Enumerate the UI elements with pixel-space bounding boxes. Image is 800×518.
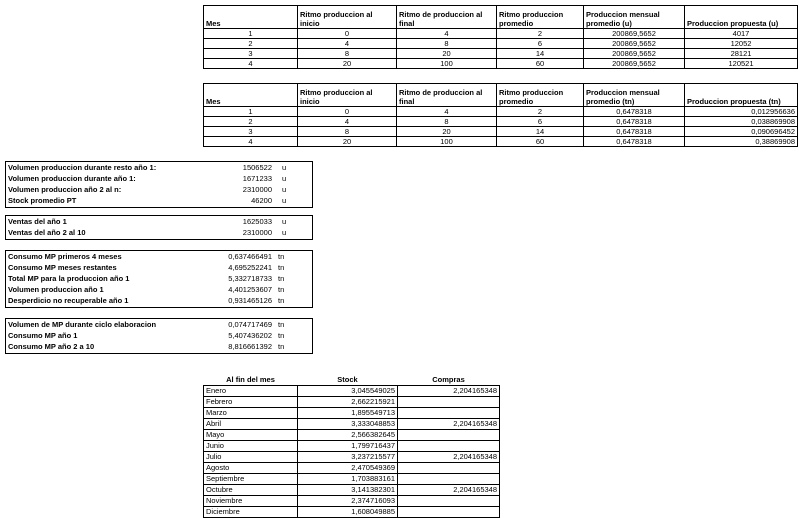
cell: 0,090696452 [685,127,798,137]
row-value: 4,695252241 [228,263,272,272]
purchase-cell: 2,204165348 [398,419,500,430]
month-cell: Enero [204,386,298,397]
cell: 60 [497,137,584,147]
row-value: 0,637466491 [228,252,272,261]
table-row [204,496,500,507]
month-cell: Junio [204,441,298,452]
cell: 3 [204,49,298,59]
cell: 8 [298,49,397,59]
header-cell: Mes [204,84,298,107]
table-row [204,49,798,59]
row-value: 4,401253607 [228,285,272,294]
row-unit: u [282,217,287,226]
cell: 8 [397,39,497,49]
purchase-cell: 2,204165348 [398,485,500,496]
row-label: Desperdicio no recuperable año 1 [8,296,129,305]
summary-row [6,319,312,330]
cell: 0,012956636 [685,107,798,117]
row-value: 1625033 [242,217,272,226]
row-label: Volumen de MP durante ciclo elaboracion [8,320,157,329]
row-value: 2310000 [242,185,272,194]
row-unit: tn [278,320,285,329]
cell: 200869,5652 [584,49,685,59]
summary-row [6,330,312,341]
purchase-cell [398,408,500,419]
cell: 0,6478318 [584,107,685,117]
purchase-cell [398,474,500,485]
summary-row [6,227,312,238]
row-value: 46200 [251,196,272,205]
table-row [204,408,500,419]
stock-cell: 3,333048853 [298,419,398,430]
cell: 4 [298,117,397,127]
header-cell: Ritmo de produccion al final [397,6,497,29]
table-header-row [204,6,798,29]
header-cell: Produccion mensual promedio (tn) [584,84,685,107]
table-row [204,29,798,39]
cell: 200869,5652 [584,29,685,39]
cell: 28121 [685,49,798,59]
row-unit: u [282,196,287,205]
row-value: 5,332718733 [228,274,272,283]
purchase-cell: 2,204165348 [398,386,500,397]
cell: 8 [397,117,497,127]
stock-cell: 1,895549713 [298,408,398,419]
row-label: Volumen produccion durante año 1: [8,174,136,183]
cell: 4 [204,59,298,69]
table-row [204,485,500,496]
cell: 4 [298,39,397,49]
header-cell: Ritmo produccion promedio [497,84,584,107]
cell: 200869,5652 [584,39,685,49]
stock-cell: 3,237215577 [298,452,398,463]
row-label: Consumo MP año 2 a 10 [8,342,95,351]
cell: 100 [397,59,497,69]
row-value: 1506522 [242,163,272,172]
summary-row [6,173,312,184]
summary-row [6,162,312,173]
table-row [204,59,798,69]
table-header-row [204,84,798,107]
cell: 14 [497,127,584,137]
month-cell: Diciembre [204,507,298,518]
production-volume-box [5,161,313,208]
cell: 20 [397,127,497,137]
production-units-table [203,5,798,69]
stock-cell: 1,608049885 [298,507,398,518]
summary-row [6,195,312,206]
cell: 0,38869908 [685,137,798,147]
row-unit: tn [278,252,285,261]
cell: 100 [397,137,497,147]
stock-cell: 3,141382301 [298,485,398,496]
row-label: Volumen produccion año 2 al n: [8,185,122,194]
stock-cell: 2,470549369 [298,463,398,474]
purchase-cell: 2,204165348 [398,452,500,463]
table-row [204,127,798,137]
production-tonnes-table [203,83,798,147]
row-label: Consumo MP año 1 [8,331,78,340]
cell: 0 [298,29,397,39]
row-label: Consumo MP meses restantes [8,263,117,272]
row-unit: u [282,163,287,172]
header-cell: Compras [398,375,500,386]
summary-row [6,184,312,195]
cell: 2 [204,117,298,127]
cell: 120521 [685,59,798,69]
row-label: Stock promedio PT [8,196,77,205]
sales-box [5,215,313,240]
cell: 0,6478318 [584,117,685,127]
month-cell: Julio [204,452,298,463]
summary-row [6,295,312,306]
month-cell: Marzo [204,408,298,419]
month-cell: Septiembre [204,474,298,485]
table-row [204,397,500,408]
cell: 200869,5652 [584,59,685,69]
row-value: 8,816661392 [228,342,272,351]
raw-material-cycle-box [5,318,313,354]
cell: 6 [497,117,584,127]
row-unit: u [282,185,287,194]
cell: 2 [497,29,584,39]
row-unit: u [282,174,287,183]
stock-cell: 2,374716093 [298,496,398,507]
row-unit: tn [278,331,285,340]
table-row [204,117,798,127]
header-cell: Ritmo produccion promedio [497,6,584,29]
monthly-stock-table [203,375,500,518]
cell: 1 [204,29,298,39]
row-unit: tn [278,296,285,305]
header-cell: Ritmo de produccion al final [397,84,497,107]
cell: 3 [204,127,298,137]
cell: 4017 [685,29,798,39]
row-label: Ventas del año 1 [8,217,67,226]
raw-material-consumption-box [5,250,313,308]
table-row [204,441,500,452]
purchase-cell [398,441,500,452]
cell: 0,6478318 [584,137,685,147]
table-header-row [204,375,500,386]
cell: 1 [204,107,298,117]
header-cell: Produccion propuesta (u) [685,6,798,29]
summary-row [6,284,312,295]
cell: 20 [298,137,397,147]
table-row [204,39,798,49]
summary-row [6,262,312,273]
month-cell: Agosto [204,463,298,474]
table-row [204,419,500,430]
row-label: Ventas del año 2 al 10 [8,228,86,237]
cell: 2 [204,39,298,49]
table-row [204,430,500,441]
header-cell: Produccion propuesta (tn) [685,84,798,107]
month-cell: Mayo [204,430,298,441]
stock-cell: 1,703883161 [298,474,398,485]
header-cell: Al fin del mes [204,375,298,386]
table-row [204,474,500,485]
cell: 8 [298,127,397,137]
row-value: 1671233 [242,174,272,183]
row-unit: tn [278,285,285,294]
summary-row [6,216,312,227]
table-row [204,386,500,397]
cell: 4 [397,29,497,39]
row-label: Consumo MP primeros 4 meses [8,252,122,261]
purchase-cell [398,397,500,408]
row-label: Total MP para la produccion año 1 [8,274,130,283]
cell: 2 [497,107,584,117]
stock-cell: 2,566382645 [298,430,398,441]
cell: 20 [298,59,397,69]
month-cell: Octubre [204,485,298,496]
table-row [204,452,500,463]
row-value: 0,074717469 [228,320,272,329]
row-unit: u [282,228,287,237]
purchase-cell [398,507,500,518]
table-row [204,107,798,117]
cell: 20 [397,49,497,59]
cell: 4 [397,107,497,117]
row-unit: tn [278,274,285,283]
purchase-cell [398,463,500,474]
stock-cell: 3,045549025 [298,386,398,397]
header-cell: Ritmo produccion al inicio [298,84,397,107]
row-label: Volumen produccion año 1 [8,285,104,294]
row-unit: tn [278,342,285,351]
header-cell: Produccion mensual promedio (u) [584,6,685,29]
row-label: Volumen produccion durante resto año 1: [8,163,157,172]
purchase-cell [398,496,500,507]
row-value: 2310000 [242,228,272,237]
cell: 0,6478318 [584,127,685,137]
row-value: 5,407436202 [228,331,272,340]
cell: 12052 [685,39,798,49]
month-cell: Noviembre [204,496,298,507]
table-row [204,137,798,147]
cell: 0,038869908 [685,117,798,127]
table-row [204,507,500,518]
table-row [204,463,500,474]
cell: 60 [497,59,584,69]
stock-cell: 2,662215921 [298,397,398,408]
header-cell: Mes [204,6,298,29]
cell: 0 [298,107,397,117]
month-cell: Febrero [204,397,298,408]
month-cell: Abril [204,419,298,430]
row-unit: tn [278,263,285,272]
summary-row [6,251,312,262]
cell: 4 [204,137,298,147]
header-cell: Stock [298,375,398,386]
purchase-cell [398,430,500,441]
summary-row [6,341,312,352]
row-value: 0,931465126 [228,296,272,305]
header-cell: Ritmo produccion al inicio [298,6,397,29]
summary-row [6,273,312,284]
cell: 14 [497,49,584,59]
stock-cell: 1,799716437 [298,441,398,452]
cell: 6 [497,39,584,49]
